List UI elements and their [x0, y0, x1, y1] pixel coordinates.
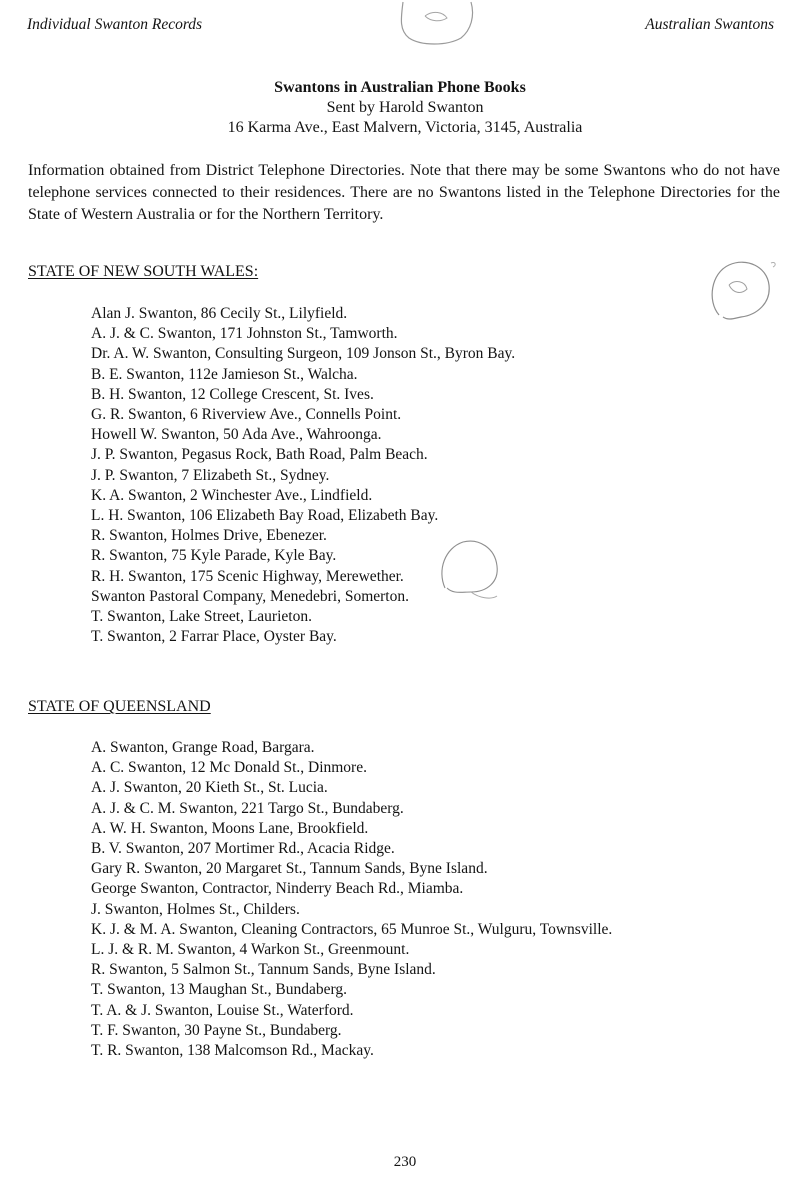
- qld-entry: T. F. Swanton, 30 Payne St., Bundaberg.: [91, 1021, 342, 1039]
- nsw-entry: R. Swanton, 75 Kyle Parade, Kyle Bay.: [91, 547, 337, 565]
- running-header-right: Australian Swantons: [645, 16, 774, 33]
- qld-entry: T. Swanton, 13 Maughan St., Bundaberg.: [91, 981, 348, 999]
- sender-line: Sent by Harold Swanton: [326, 99, 484, 116]
- nsw-entry: A. J. & C. Swanton, 171 Johnston St., Tamworth.: [91, 325, 398, 343]
- nsw-entry: R. Swanton, Holmes Drive, Ebenezer.: [91, 527, 327, 545]
- qld-entry: George Swanton, Contractor, Ninderry Beach Rd., Miamba.: [91, 880, 464, 898]
- nsw-entry: Swanton Pastoral Company, Menedebri, Somerton.: [91, 587, 409, 605]
- qld-entry: A. J. Swanton, 20 Kieth St., St. Lucia.: [91, 779, 328, 797]
- qld-entry: K. J. & M. A. Swanton, Cleaning Contractors, 65 Munroe St., Wulguru, Townsville.: [91, 920, 613, 938]
- nsw-entry: J. P. Swanton, Pegasus Rock, Bath Road, Palm Beach.: [91, 446, 428, 464]
- nsw-entry: B. E. Swanton, 112e Jamieson St., Walcha.: [91, 365, 358, 383]
- page-number: 230: [393, 1154, 417, 1170]
- qld-entry-list: [91, 738, 612, 1061]
- qld-entry: B. V. Swanton, 207 Mortimer Rd., Acacia Ridge.: [91, 840, 395, 858]
- nsw-entry: K. A. Swanton, 2 Winchester Ave., Lindfield.: [91, 486, 373, 504]
- qld-entry: J. Swanton, Holmes St., Childers.: [91, 900, 300, 918]
- qld-entry: Gary R. Swanton, 20 Margaret St., Tannum Sands, Byne Island.: [91, 860, 488, 878]
- qld-entry: A. Swanton, Grange Road, Bargara.: [91, 739, 315, 756]
- title-block: [0, 78, 800, 138]
- section-heading-qld: STATE OF QUEENSLAND: [28, 698, 211, 715]
- pencil-scribble-top: [395, 0, 485, 50]
- qld-entry: A. W. H. Swanton, Moons Lane, Brookfield.: [91, 819, 369, 837]
- qld-entry: L. J. & R. M. Swanton, 4 Warkon St., Greenmount.: [91, 941, 410, 959]
- running-header-left: Individual Swanton Records: [27, 16, 203, 33]
- nsw-entry: R. H. Swanton, 175 Scenic Highway, Merewether.: [91, 567, 404, 585]
- nsw-entry: J. P. Swanton, 7 Elizabeth St., Sydney.: [91, 466, 330, 484]
- qld-entry: R. Swanton, 5 Salmon St., Tannum Sands, Byne Island.: [91, 961, 436, 979]
- nsw-entry: Alan J. Swanton, 86 Cecily St., Lilyfield.: [91, 305, 348, 322]
- qld-entry: A. C. Swanton, 12 Mc Donald St., Dinmore.: [91, 759, 367, 777]
- sender-address: 16 Karma Ave., East Malvern, Victoria, 3145, Australia: [227, 119, 583, 136]
- nsw-entry: Dr. A. W. Swanton, Consulting Surgeon, 109 Jonson St., Byron Bay.: [91, 345, 516, 363]
- nsw-entry: T. Swanton, 2 Farrar Place, Oyster Bay.: [91, 628, 337, 646]
- qld-entry: T. R. Swanton, 138 Malcomson Rd., Mackay.: [91, 1042, 374, 1060]
- nsw-entry: B. H. Swanton, 12 College Crescent, St. Ives.: [91, 385, 374, 403]
- qld-entry: A. J. & C. M. Swanton, 221 Targo St., Bundaberg.: [91, 799, 404, 817]
- nsw-entry-list: [91, 304, 515, 647]
- qld-entry: T. A. & J. Swanton, Louise St., Waterford.: [91, 1001, 354, 1019]
- nsw-entry: G. R. Swanton, 6 Riverview Ave., Connells Point.: [91, 406, 402, 424]
- pencil-scribble-right: [705, 255, 785, 330]
- document-title: Swantons in Australian Phone Books: [274, 79, 526, 96]
- nsw-entry: L. H. Swanton, 106 Elizabeth Bay Road, Elizabeth Bay.: [91, 507, 439, 525]
- intro-paragraph: Information obtained from District Telephone Directories. Note that there may be some Swantons who do not have telephone services connected to their residences. There are no Swantons listed in the Telephone Directories for the State of Western Australia or for the Northern Territory.: [28, 162, 780, 223]
- nsw-entry: Howell W. Swanton, 50 Ada Ave., Wahroonga.: [91, 426, 382, 444]
- section-heading-nsw: STATE OF NEW SOUTH WALES:: [28, 263, 259, 280]
- nsw-entry: T. Swanton, Lake Street, Laurieton.: [91, 608, 312, 626]
